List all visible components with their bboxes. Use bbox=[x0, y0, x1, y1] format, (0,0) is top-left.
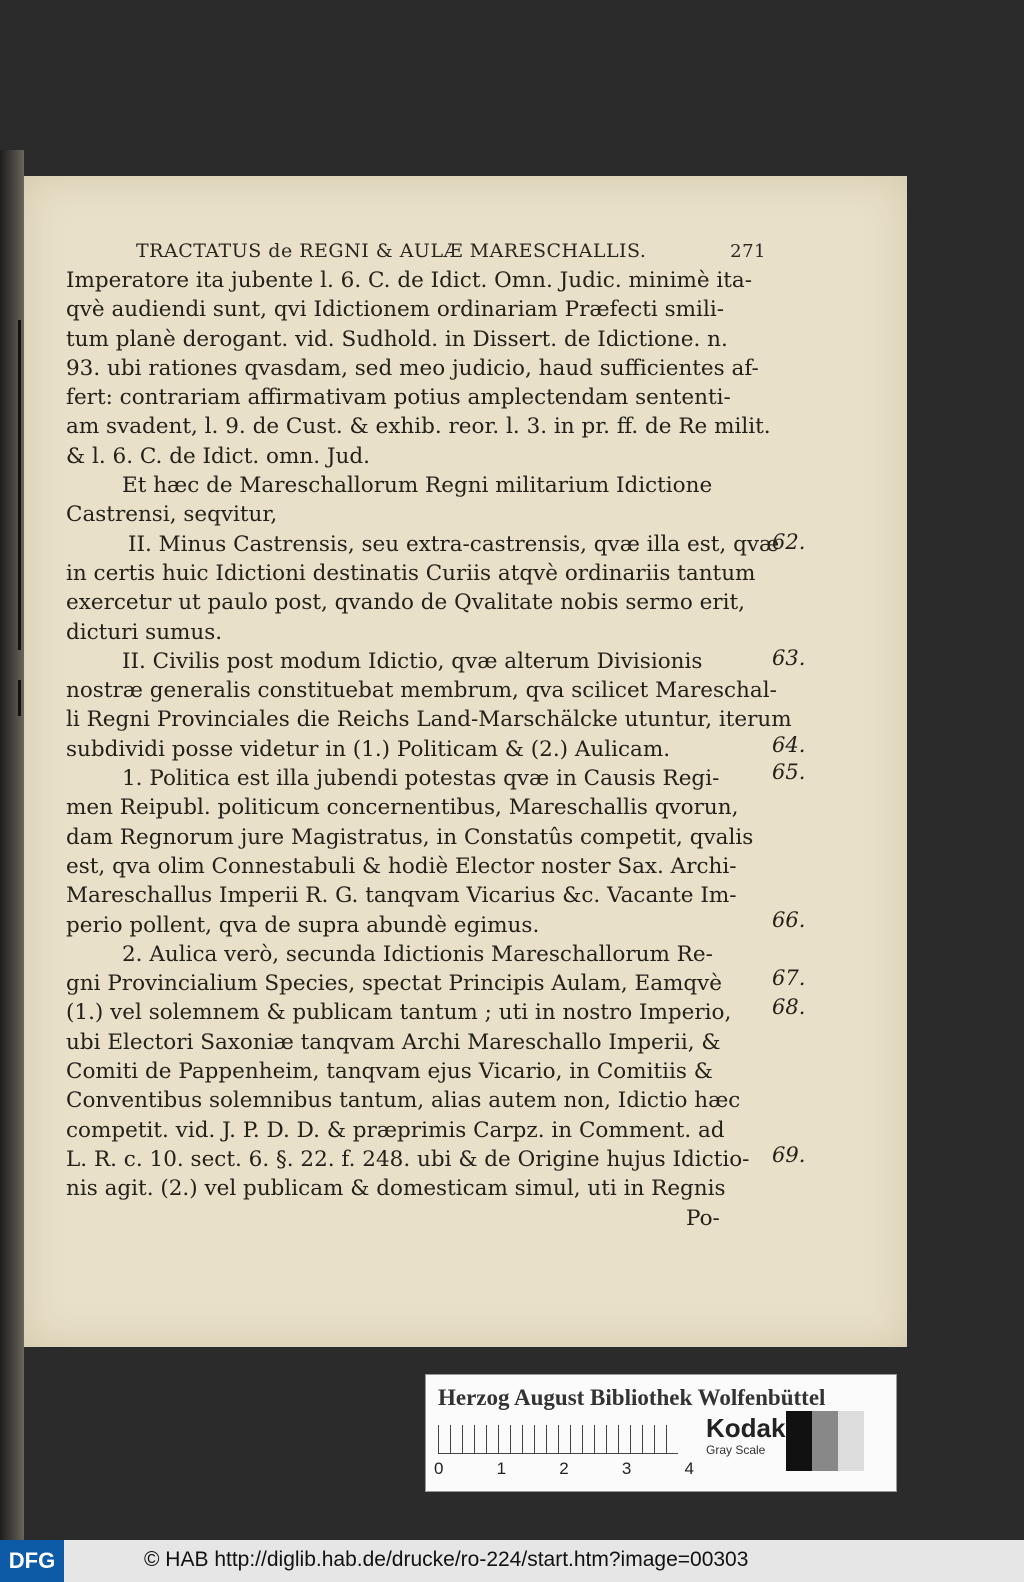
text-line: 93. ubi rationes qvasdam, sed meo judicio, haud sufficientes af- bbox=[66, 355, 759, 381]
color-scale-card bbox=[425, 1374, 897, 1492]
text-line: Po- bbox=[686, 1205, 720, 1231]
text-line: Mareschallus Imperii R. G. tanqvam Vicarius &c. Vacante Im- bbox=[66, 883, 737, 909]
book-spine-edge bbox=[0, 150, 24, 1540]
text-line: li Regni Provinciales die Reichs Land-Marschälcke utuntur, iterum bbox=[66, 707, 792, 733]
text-line: tum planè derogant. vid. Sudhold. in Dissert. de Idictione. n. bbox=[66, 326, 728, 352]
credit-link[interactable]: © HAB http://diglib.hab.de/drucke/ro-224/start.htm?image=00303 bbox=[144, 1548, 749, 1571]
text-line: Imperatore ita jubente l. 6. C. de Idict. Omn. Judic. minimè ita- bbox=[66, 268, 753, 293]
spine-mark bbox=[18, 680, 21, 716]
ruler-number: 2 bbox=[559, 1459, 569, 1478]
text-line: nis agit. (2.) vel publicam & domesticam simul, uti in Regnis bbox=[66, 1176, 726, 1202]
text-line: est, qva olim Connestabuli & hodiè Elector noster Sax. Archi- bbox=[66, 853, 737, 879]
spine-mark bbox=[18, 320, 21, 650]
margin-number: 68. bbox=[772, 995, 806, 1019]
text-line: (1.) vel solemnem & publicam tantum ; uti in nostro Imperio, bbox=[66, 1000, 732, 1026]
margin-number: 67. bbox=[772, 966, 806, 990]
text-line: II. Civilis post modum Idictio, qvæ alterum Divisionis bbox=[122, 648, 703, 674]
margin-number: 66. bbox=[772, 908, 806, 932]
library-name: Herzog August Bibliothek Wolfenbüttel bbox=[438, 1385, 826, 1410]
text-line: in certis huic Idictioni destinatis Curiis atqvè ordinariis tantum bbox=[66, 560, 756, 586]
text-line: competit. vid. J. P. D. D. & præprimis Carpz. in Comment. ad bbox=[66, 1117, 725, 1143]
text-line: dam Regnorum jure Magistratus, in Constatûs competit, qvalis bbox=[66, 824, 754, 850]
text-line: exercetur ut paulo post, qvando de Qvalitate nobis sermo erit, bbox=[66, 590, 745, 616]
gray-block bbox=[812, 1411, 838, 1471]
text-line: perio pollent, qva de supra abundè egimus. bbox=[66, 912, 540, 938]
ruler-number: 1 bbox=[496, 1459, 507, 1478]
gray-block bbox=[838, 1411, 864, 1471]
text-line: L. R. c. 10. sect. 6. §. 22. f. 248. ubi & de Origine hujus Idictio- bbox=[66, 1146, 750, 1172]
text-line: Comiti de Pappenheim, tanqvam ejus Vicario, in Comitiis & bbox=[66, 1059, 713, 1085]
ruler-numbers bbox=[434, 1459, 694, 1479]
text-line: nostræ generalis constituebat membrum, qva scilicet Mareschal- bbox=[66, 678, 777, 704]
brand-name: Kodak bbox=[706, 1413, 786, 1443]
text-line: 2. Aulica verò, secunda Idictionis Mareschallorum Re- bbox=[122, 941, 713, 967]
dfg-logo: DFG bbox=[0, 1540, 64, 1582]
text-line: Conventibus solemnibus tantum, alias autem non, Idictio hæc bbox=[66, 1088, 741, 1114]
header-title: TRACTATUS de REGNI & AULÆ MARESCHALLIS. bbox=[136, 240, 647, 262]
page-number: 271 bbox=[730, 241, 766, 262]
gray-scale-label: Gray Scale bbox=[706, 1443, 766, 1457]
ruler-scale bbox=[438, 1425, 678, 1454]
text-line: am svadent, l. 9. de Cust. & exhib. reor. l. 3. in pr. ff. de Re milit. bbox=[66, 414, 771, 440]
margin-number: 64. bbox=[772, 733, 806, 757]
margin-number: 63. bbox=[772, 646, 806, 670]
text-line: & l. 6. C. de Idict. omn. Jud. bbox=[66, 443, 370, 469]
ruler-number: 3 bbox=[621, 1459, 632, 1478]
running-header bbox=[136, 240, 766, 262]
text-line: men Reipubl. politicum concernentibus, Mareschallis qvorun, bbox=[66, 795, 739, 821]
gray-block bbox=[786, 1411, 812, 1471]
book-page bbox=[24, 176, 907, 1347]
margin-number: 62. bbox=[772, 530, 806, 554]
text-line: dicturi sumus. bbox=[66, 619, 223, 645]
text-line: subdividi posse videtur in (1.) Politicam & (2.) Aulicam. bbox=[66, 736, 671, 762]
gray-blocks bbox=[786, 1411, 864, 1471]
margin-number: 65. bbox=[772, 760, 806, 784]
text-line: gni Provincialium Species, spectat Principis Aulam, Eamqvè bbox=[66, 971, 723, 997]
text-line: qvè audiendi sunt, qvi Idictionem ordinariam Præfecti smili- bbox=[66, 297, 724, 323]
text-line: 1. Politica est illa jubendi potestas qvæ in Causis Regi- bbox=[122, 766, 720, 792]
text-line: ubi Electori Saxoniæ tanqvam Archi Mareschallo Imperii, & bbox=[66, 1029, 721, 1055]
text-line: fert: contrariam affirmativam potius amplectendam sententi- bbox=[66, 385, 731, 411]
text-line: Castrensi, seqvitur, bbox=[66, 502, 278, 528]
ruler-number: 4 bbox=[684, 1459, 694, 1478]
footer-bar bbox=[0, 1540, 1024, 1582]
text-line: Et hæc de Mareschallorum Regni militarium Idictione bbox=[122, 473, 713, 499]
margin-number: 69. bbox=[772, 1143, 806, 1167]
ruler-number: 0 bbox=[434, 1459, 444, 1478]
text-line: II. Minus Castrensis, seu extra-castrensis, qvæ illa est, qvæ bbox=[128, 531, 780, 557]
